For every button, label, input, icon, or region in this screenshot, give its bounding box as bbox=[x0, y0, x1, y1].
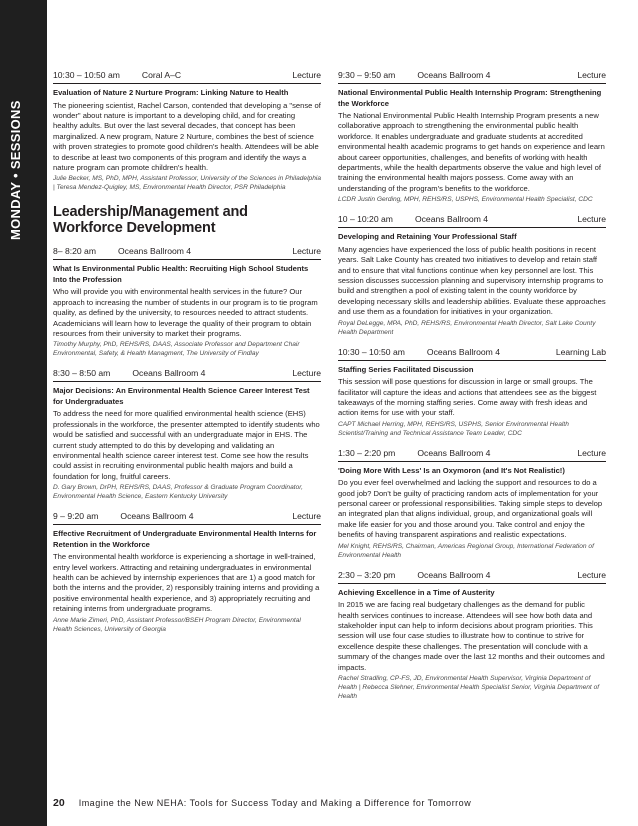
session-room: Coral A–C bbox=[141, 70, 182, 80]
session bbox=[338, 448, 606, 560]
sidebar bbox=[0, 0, 47, 826]
session-header bbox=[338, 347, 606, 361]
session-time: 8– 8:20 am bbox=[53, 246, 96, 257]
session-type: Learning Lab bbox=[555, 346, 606, 357]
page-number: 20 bbox=[53, 797, 65, 809]
session-speakers: CAPT Michael Herring, MPH, REHS/RS, USPHS, Senior Environmental Health Scientist/Training and Technical Assistance Team Leader, CDC bbox=[338, 420, 569, 437]
session-type: Lecture bbox=[577, 569, 606, 580]
session bbox=[53, 246, 321, 358]
left-column bbox=[53, 70, 321, 644]
session-type: Lecture bbox=[292, 511, 321, 522]
session-title: Evaluation of Nature 2 Nurture Program: Linking Nature to Health bbox=[53, 88, 289, 97]
session-type: Lecture bbox=[577, 214, 606, 225]
session bbox=[53, 511, 321, 633]
session-description: Many agencies have experienced the loss of public health positions in recent years. Salt Lake County has created two initiatives to develop and retain staff and to ensure that vital functions continue when key personnel are lost. This session discusses succession planning and supervisory internship programs to build and strengthen a pool of existing talent in the county workforce by developing necessary skills and leadership abilities. Evaluate these approaches and use them as a foundation for initiatives in your organization. bbox=[338, 244, 606, 317]
session-room: Oceans Ballroom 4 bbox=[118, 246, 192, 257]
session-type: Lecture bbox=[577, 70, 606, 80]
track-title: Leadership/Management and Workforce Development bbox=[53, 204, 248, 237]
session-title: What Is Environmental Public Health: Recruiting High School Students Into the Profession bbox=[53, 264, 309, 284]
session-header bbox=[53, 511, 321, 525]
session-title: Developing and Retaining Your Professional Staff bbox=[338, 232, 517, 242]
session-speakers: LCDR Justin Gerding, MPH, REHS/RS, USPHS, Environmental Health Specialist, CDC bbox=[338, 196, 593, 204]
session-time: 1:30 – 2:20 pm bbox=[338, 447, 396, 458]
session-description: The environmental health workforce is experiencing a shortage in well-trained, entry level workers. Attracting and retaining undergraduates in environmental health can be achieved by internship experiences that are 1) a good match for both the interns and the provider, 2) responsibly training interns and providing a positive environmental health experience, and 3) appropriately recruiting and retaining interns from undergraduate programs. bbox=[53, 552, 320, 614]
session-description: The National Environmental Public Health Internship Program presents a new collaborative approach to strengthening the environmental public health workforce. It enables undergraduate and graduate students at accredited environmental health academic programs to get hands on experience and learn about career opportunities, challenges, and benefits of working with health departments, while the health departments observe the value and high level of training the environmental health majors possess. Come away with an understanding of the program's benefits to the workforce. bbox=[338, 111, 605, 193]
session-header bbox=[53, 368, 321, 382]
session-speakers: Mel Knight, REHS/RS, Chairman, Americas Regional Group, International Federation of Environmental Health bbox=[338, 542, 594, 559]
session bbox=[53, 70, 321, 192]
session-room: Oceans Ballroom 4 bbox=[414, 214, 489, 225]
session-description: Who will provide you with environmental health services in the future? Our approach to increasing the number of students in our program is to tie program quality, as defined by the university, to resources needed to attract students. Academicians will learn how to leverage the quality of their program to obtain resources from their university to market their programs. bbox=[53, 287, 318, 338]
sidebar-label: MONDAY • SESSIONS bbox=[8, 100, 23, 240]
session-room: Oceans Ballroom 4 bbox=[417, 447, 491, 458]
right-column bbox=[338, 70, 606, 711]
session-title: Major Decisions: An Environmental Health Science Career Interest Test for Undergraduates bbox=[53, 386, 310, 406]
session-time: 2:30 – 3:20 pm bbox=[338, 569, 396, 580]
session-room: Oceans Ballroom 4 bbox=[417, 569, 491, 580]
session-description: To address the need for more qualified environmental health science (EHS) professionals in the workforce, the presenter attempted to identify students who would be satisfied and successful with an undergraduate major in EHS. The current study attempted to do this by developing and validating an environmental health science career interest test. Come see how the results could assist in recruiting environmental public health majors and build a foundation for long, fruitful careers. bbox=[53, 409, 320, 481]
session-time: 10:30 – 10:50 am bbox=[338, 346, 405, 357]
page-footer bbox=[53, 797, 471, 809]
session-type: Lecture bbox=[292, 368, 321, 379]
session-header bbox=[338, 214, 606, 228]
session-speakers: Royal DeLegge, MPA, PhD, REHS/RS, Environmental Health Director, Salt Lake County Health Department bbox=[338, 319, 596, 336]
session bbox=[338, 70, 606, 204]
session-title: Achieving Excellence in a Time of Austerity bbox=[338, 587, 495, 597]
session-type: Lecture bbox=[577, 447, 606, 458]
session-room: Oceans Ballroom 4 bbox=[426, 346, 500, 357]
session-time: 10 – 10:20 am bbox=[338, 214, 393, 225]
session-type: Lecture bbox=[292, 70, 321, 80]
session bbox=[53, 368, 321, 501]
session-title: National Environmental Public Health Internship Program: Strengthening the Workforce bbox=[338, 88, 602, 108]
session-header bbox=[53, 246, 321, 260]
session-header bbox=[338, 570, 606, 584]
session-time: 10:30 – 10:50 am bbox=[53, 70, 120, 80]
session-room: Oceans Ballroom 4 bbox=[120, 511, 194, 522]
session-room: Oceans Ballroom 4 bbox=[132, 368, 206, 379]
session-speakers: Anne Marie Zimeri, PhD, Assistant Professor/BSEH Program Director, Environmental Health Sciences, University of Georgia bbox=[53, 616, 301, 633]
session-description: This session will pose questions for discussion in large or small groups. The facilitator will capture the ideas and actions that attendees see as the biggest takeaways of the morning staffing series. Come away with fresh ideas and action items for use with your staff. bbox=[338, 377, 597, 418]
session-description: In 2015 we are facing real budgetary challenges as the demand for public health services continues to increase. Attendees will see how both data and stakeholder input can help to inform decisions about program priorities. This session will use four case studies to illustrate how to continue to strive for excellence despite these challenges. The presentation will conclude with a summary of the changes made over the last 12 months and their outcomes and impacts. bbox=[338, 600, 605, 672]
session-speakers: Timothy Murphy, PhD, REHS/RS, DAAS, Associate Professor and Department Chair Environmental, Safety, & Health Managment, The University of Findlay bbox=[53, 341, 300, 358]
footer-text: Imagine the New NEHA: Tools for Success Today and Making a Difference for Tomorrow bbox=[78, 798, 472, 808]
session-speakers: Julie Becker, MS, PhD, MPH, Assistant Professor, University of the Sciences in Philadelphia | Teresa Mendez-Quigley, MS, Environmental Health Director, PSR Philadelphia bbox=[53, 175, 322, 192]
session-header bbox=[338, 70, 606, 84]
session-speakers: D. Gary Brown, DrPH, REHS/RS, DAAS, Professor & Graduate Program Coordinator, Environmental Health Science, Eastern Kentucky University bbox=[53, 484, 303, 501]
session-time: 8:30 – 8:50 am bbox=[53, 368, 111, 379]
session-header bbox=[338, 448, 606, 462]
session-type: Lecture bbox=[292, 246, 321, 257]
session-title: 'Doing More With Less' Is an Oxymoron (and It's Not Realistic!) bbox=[338, 465, 565, 475]
session-title: Effective Recruitment of Undergraduate Environmental Health Interns for Retention in the Workforce bbox=[53, 529, 317, 549]
session bbox=[338, 570, 606, 701]
session-title: Staffing Series Facilitated Discussion bbox=[338, 364, 474, 374]
session-description: The pioneering scientist, Rachel Carson, contended that developing a "sense of wonder" about nature is important to a developing child, and for creating healthy adults. But over the last several decades, that concept has been marginalized. A new program, Nature 2 Nurture, combines the best of science with proven strategies to promote good children's health. Attendees will be able to describe at least two components of this program and identify the ways a nature program can promote children's health. bbox=[53, 100, 321, 172]
session bbox=[338, 214, 606, 336]
session-time: 9 – 9:20 am bbox=[53, 511, 99, 522]
session-description: Do you ever feel overwhelmed and lacking the support and resources to do a good job? Don't be guilty of practicing random acts of implementation for your personal career or professional responsibilities. Taking simple steps to develop an integrated plan that aligns individual, group, and organizational goals will make life easier for you and those around you. Take control and enjoy the benefits of having transparent aspirations and realistic expectations. bbox=[338, 478, 603, 540]
session bbox=[338, 347, 606, 438]
session-room: Oceans Ballroom 4 bbox=[417, 70, 491, 80]
session-time: 9:30 – 9:50 am bbox=[338, 70, 396, 80]
session-header bbox=[53, 70, 321, 84]
session-speakers: Rachel Stradling, CP-FS, JD, Environmental Health Supervisor, Virginia Department of Health | Rebecca Slehner, Environmental Health Specialist Senior, Virginia Department of Health bbox=[338, 675, 600, 700]
